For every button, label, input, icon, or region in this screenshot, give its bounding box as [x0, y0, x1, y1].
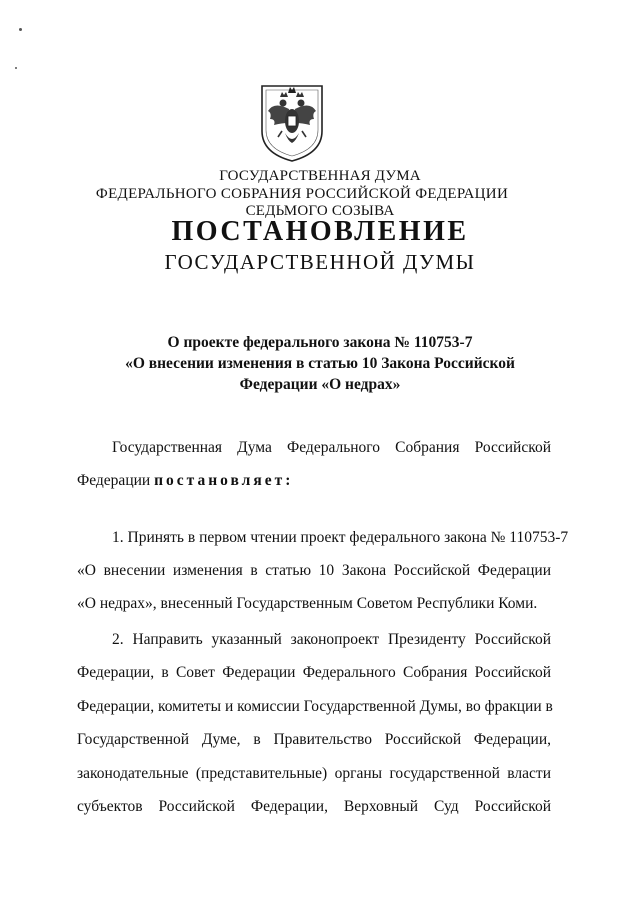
paragraph-2-line: Федерации, в Совет Федерации Федерального Собрания Российской	[77, 664, 551, 681]
subject-line: Федерации «О недрах»	[239, 376, 401, 393]
paragraph-1-line: «О недрах», внесенный Государственным Советом Республики Коми.	[77, 595, 538, 612]
document-subtitle: ГОСУДАРСТВЕННОЙ ДУМЫ	[164, 250, 476, 274]
paragraph-1-line: «О внесении изменения в статью 10 Закона Российской Федерации	[77, 562, 551, 579]
scan-speck	[19, 28, 22, 31]
paragraph-2-line: 2. Направить указанный законопроект Президенту Российской	[112, 631, 551, 648]
intro-text: Федерации	[77, 472, 151, 489]
body-line	[77, 472, 551, 490]
header-chamber: ГОСУДАРСТВЕННАЯ ДУМА	[219, 168, 421, 184]
paragraph-2-line: субъектов Российской Федерации, Верховный Суд Российской	[77, 798, 551, 815]
paragraph-2-line: законодательные (представительные) органы государственной власти	[77, 765, 551, 782]
subject-line: «О внесении изменения в статью 10 Закона Российской	[125, 355, 515, 372]
body-line: Государственная Дума Федерального Собрания Российской	[112, 439, 551, 456]
paragraph-1-line: 1. Принять в первом чтении проект федерального закона № 110753-7	[112, 529, 569, 546]
header-convocation: СЕДЬМОГО СОЗЫВА	[245, 203, 395, 219]
resolves-word: постановляет:	[154, 472, 294, 489]
coat-of-arms-emblem	[258, 83, 326, 163]
paragraph-2-line: Государственной Думе, в Правительство Российской Федерации,	[77, 731, 551, 748]
document-title: ПОСТАНОВЛЕНИЕ	[171, 216, 469, 247]
scan-speck	[15, 67, 17, 69]
subject-line: О проекте федерального закона № 110753-7	[167, 334, 473, 351]
paragraph-2-line: Федерации, комитеты и комиссии Государственной Думы, во фракции в	[77, 698, 553, 715]
resolution-subject	[60, 332, 580, 395]
header-assembly: ФЕДЕРАЛЬНОГО СОБРАНИЯ РОССИЙСКОЙ ФЕДЕРАЦИИ	[95, 186, 509, 202]
